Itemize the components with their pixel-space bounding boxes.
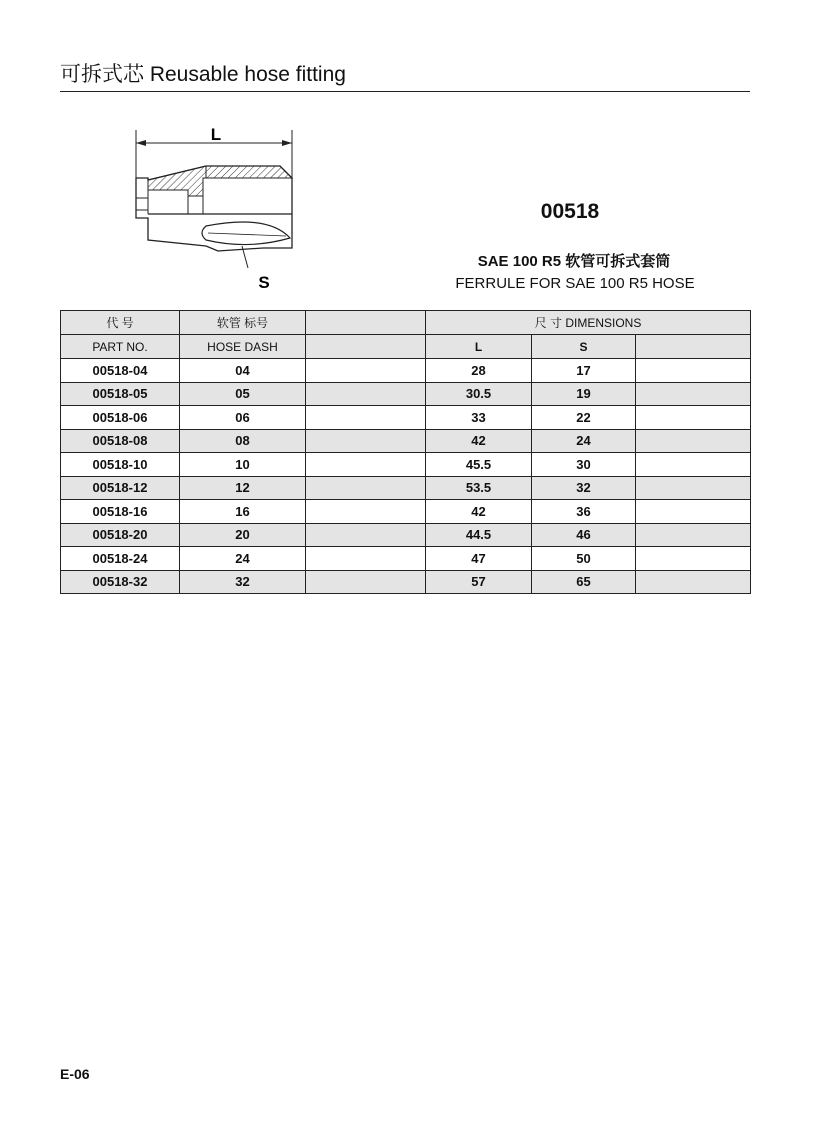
cell-part: 00518-20 — [61, 523, 180, 547]
table-header-row — [61, 311, 751, 335]
cell-blank — [636, 359, 751, 383]
cell-blank — [306, 453, 426, 477]
header-s: S — [532, 335, 636, 359]
table-row — [61, 406, 751, 430]
cell-part: 00518-05 — [61, 382, 180, 406]
header-blank — [636, 335, 751, 359]
cell-blank — [306, 500, 426, 524]
cell-part: 00518-32 — [61, 570, 180, 594]
cell-blank — [306, 476, 426, 500]
header-blank — [306, 311, 426, 335]
header-blank — [306, 335, 426, 359]
cell-part: 00518-24 — [61, 547, 180, 571]
table-row — [61, 476, 751, 500]
table-row — [61, 570, 751, 594]
cell-l: 57 — [426, 570, 532, 594]
cell-blank — [636, 547, 751, 571]
cell-dash: 24 — [180, 547, 306, 571]
cell-s: 32 — [532, 476, 636, 500]
cell-part: 00518-12 — [61, 476, 180, 500]
cell-s: 65 — [532, 570, 636, 594]
table-row — [61, 547, 751, 571]
cell-blank — [306, 523, 426, 547]
cell-s: 24 — [532, 429, 636, 453]
cell-dash: 04 — [180, 359, 306, 383]
cell-blank — [306, 406, 426, 430]
cell-blank — [636, 453, 751, 477]
cell-l: 42 — [426, 429, 532, 453]
cell-l: 33 — [426, 406, 532, 430]
cell-blank — [636, 523, 751, 547]
cell-blank — [636, 406, 751, 430]
table-row — [61, 523, 751, 547]
cell-blank — [306, 570, 426, 594]
cell-s: 36 — [532, 500, 636, 524]
cell-s: 50 — [532, 547, 636, 571]
ferrule-drawing — [118, 118, 318, 298]
cell-blank — [306, 429, 426, 453]
cell-s: 22 — [532, 406, 636, 430]
page-number: E-06 — [60, 1066, 90, 1082]
cell-s: 46 — [532, 523, 636, 547]
cell-l: 44.5 — [426, 523, 532, 547]
header-dimensions: 尺 寸 DIMENSIONS — [426, 311, 751, 335]
product-subtitle-cn: SAE 100 R5 软管可拆式套筒 — [477, 253, 671, 270]
cell-dash: 05 — [180, 382, 306, 406]
cell-dash: 08 — [180, 429, 306, 453]
cell-part: 00518-04 — [61, 359, 180, 383]
cell-l: 47 — [426, 547, 532, 571]
cell-dash: 32 — [180, 570, 306, 594]
cell-l: 28 — [426, 359, 532, 383]
cell-l: 45.5 — [426, 453, 532, 477]
header-divider — [60, 91, 750, 92]
header-dash-en: HOSE DASH — [180, 335, 306, 359]
header-part-en: PART NO. — [61, 335, 180, 359]
cell-blank — [306, 547, 426, 571]
cell-blank — [636, 500, 751, 524]
table-row — [61, 429, 751, 453]
header-part-cn: 代 号 — [61, 311, 180, 335]
header-dash-cn: 软管 标号 — [180, 311, 306, 335]
page-title: 可拆式芯 Reusable hose fitting — [60, 63, 346, 86]
cell-s: 19 — [532, 382, 636, 406]
cell-blank — [636, 429, 751, 453]
cell-part: 00518-10 — [61, 453, 180, 477]
product-subtitle-en: FERRULE FOR SAE 100 R5 HOSE — [455, 275, 695, 292]
header-l: L — [426, 335, 532, 359]
cell-blank — [636, 476, 751, 500]
cell-blank — [306, 382, 426, 406]
cell-blank — [306, 359, 426, 383]
cell-l: 30.5 — [426, 382, 532, 406]
cell-l: 53.5 — [426, 476, 532, 500]
cell-dash: 12 — [180, 476, 306, 500]
cell-l: 42 — [426, 500, 532, 524]
cell-dash: 10 — [180, 453, 306, 477]
cell-s: 30 — [532, 453, 636, 477]
dimension-s-label: S — [258, 273, 270, 292]
dimension-l-label: L — [210, 125, 222, 144]
cell-part: 00518-06 — [61, 406, 180, 430]
cell-dash: 16 — [180, 500, 306, 524]
table-subheader-row — [61, 335, 751, 359]
cell-blank — [636, 570, 751, 594]
cell-s: 17 — [532, 359, 636, 383]
cell-dash: 20 — [180, 523, 306, 547]
table-row — [61, 382, 751, 406]
cell-blank — [636, 382, 751, 406]
product-code: 00518 — [540, 200, 600, 223]
table-row — [61, 359, 751, 383]
cell-dash: 06 — [180, 406, 306, 430]
table-row — [61, 453, 751, 477]
table-row — [61, 500, 751, 524]
cell-part: 00518-16 — [61, 500, 180, 524]
cell-part: 00518-08 — [61, 429, 180, 453]
dimensions-table — [60, 310, 751, 594]
